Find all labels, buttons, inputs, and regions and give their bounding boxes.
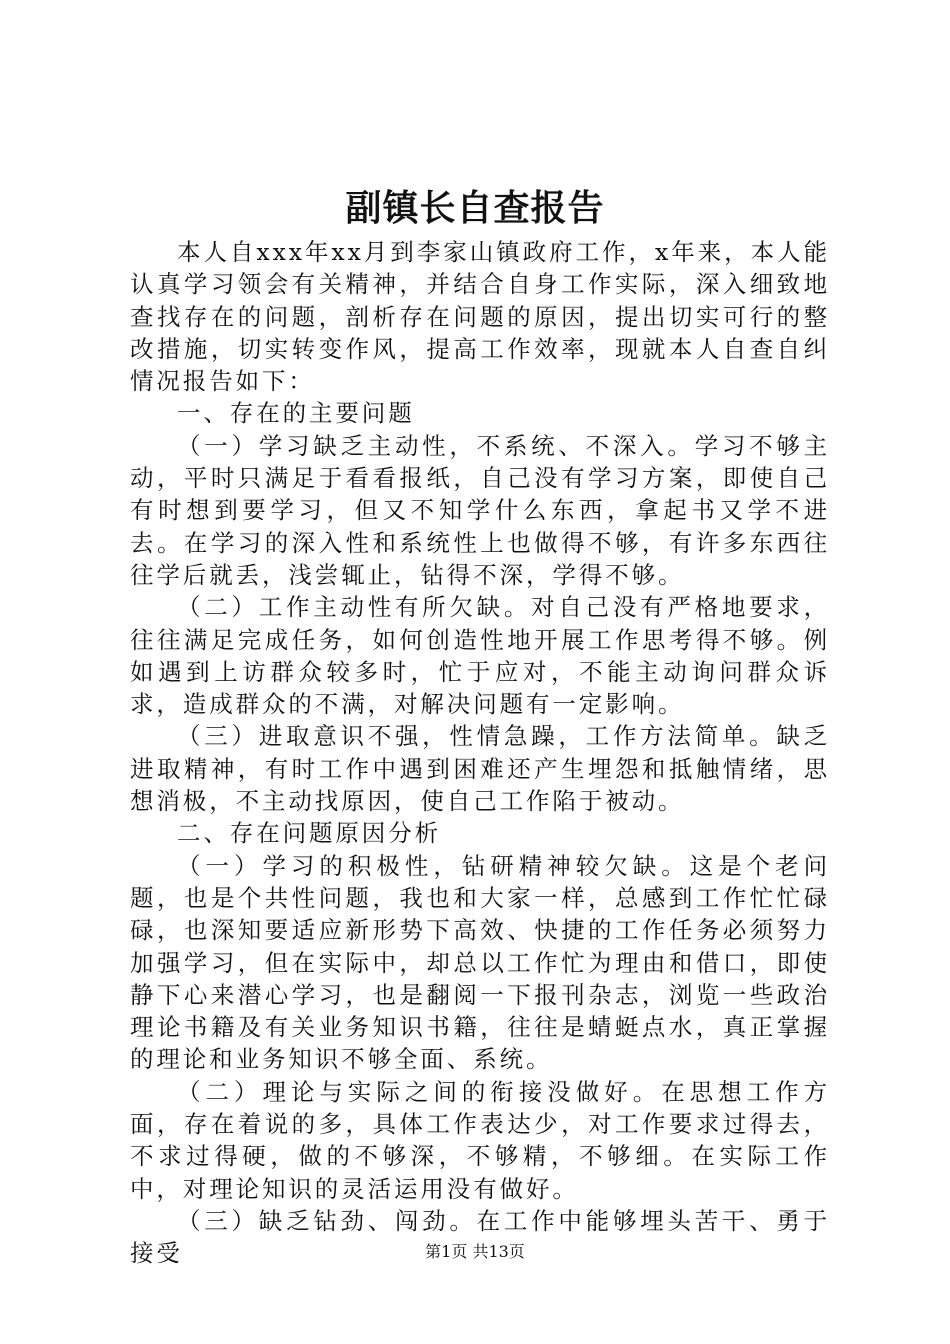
section-heading-2: 二、存在问题原因分析 — [177, 819, 441, 848]
paragraph-2-3: （三）缺乏钻劲、闯劲。在工作中能够埋头苦干、勇于接受 — [130, 1206, 830, 1268]
paragraph-intro: 本人自xxx年xx月到李家山镇政府工作，x年来，本人能认真学习领会有关精神，并结合自身工作实际，深入细致地查找存在的问题，剖析存在问题的原因，提出切实可行的整改措施，切实转变作风，提高工作效率，现就本人自查自纠情况报告如下： — [130, 238, 830, 396]
paragraph-2-2: （二）理论与实际之间的衔接没做好。在思想工作方面，存在着说的多，具体工作表达少，对工作要求过得去，不求过得硬，做的不够深，不够精，不够细。在实际工作中，对理论知识的灵活运用没有做好。 — [130, 1077, 830, 1203]
section-heading-1: 一、存在的主要问题 — [177, 399, 415, 428]
document-title: 副镇长自查报告 — [345, 187, 605, 229]
document-body — [130, 236, 830, 1270]
paragraph-2-1: （一）学习的积极性，钻研精神较欠缺。这是个老问题，也是个共性问题，我也和大家一样，总感到工作忙忙碌碌，也深知要适应新形势下高效、快捷的工作任务必须努力加强学习，但在实际中，却总以工作忙为理由和借口，即使静下心来潜心学习，也是翻阅一下报刊杂志，浏览一些政治理论书籍及有关业务知识书籍，往往是蜻蜓点水，真正掌握的理论和业务知识不够全面、系统。 — [130, 851, 830, 1074]
paragraph-1-3: （三）进取意识不强，性情急躁，工作方法简单。缺乏进取精神，有时工作中遇到困难还产生埋怨和抵触情绪，思想消极，不主动找原因，使自己工作陷于被动。 — [130, 722, 830, 816]
page-footer: 第1页 共13页 — [425, 1242, 525, 1261]
paragraph-1-2: （二）工作主动性有所欠缺。对自己没有严格地要求，往往满足完成任务，如何创造性地开展工作思考得不够。例如遇到上访群众较多时，忙于应对，不能主动询问群众诉求，造成群众的不满，对解决问题有一定影响。 — [130, 593, 830, 719]
paragraph-1-1: （一）学习缺乏主动性，不系统、不深入。学习不够主动，平时只满足于看看报纸，自己没有学习方案，即使自己有时想到要学习，但又不知学什么东西，拿起书又学不进去。在学习的深入性和系统性上也做得不够，有许多东西往往学后就丢，浅尝辄止，钻得不深，学得不够。 — [130, 431, 830, 589]
